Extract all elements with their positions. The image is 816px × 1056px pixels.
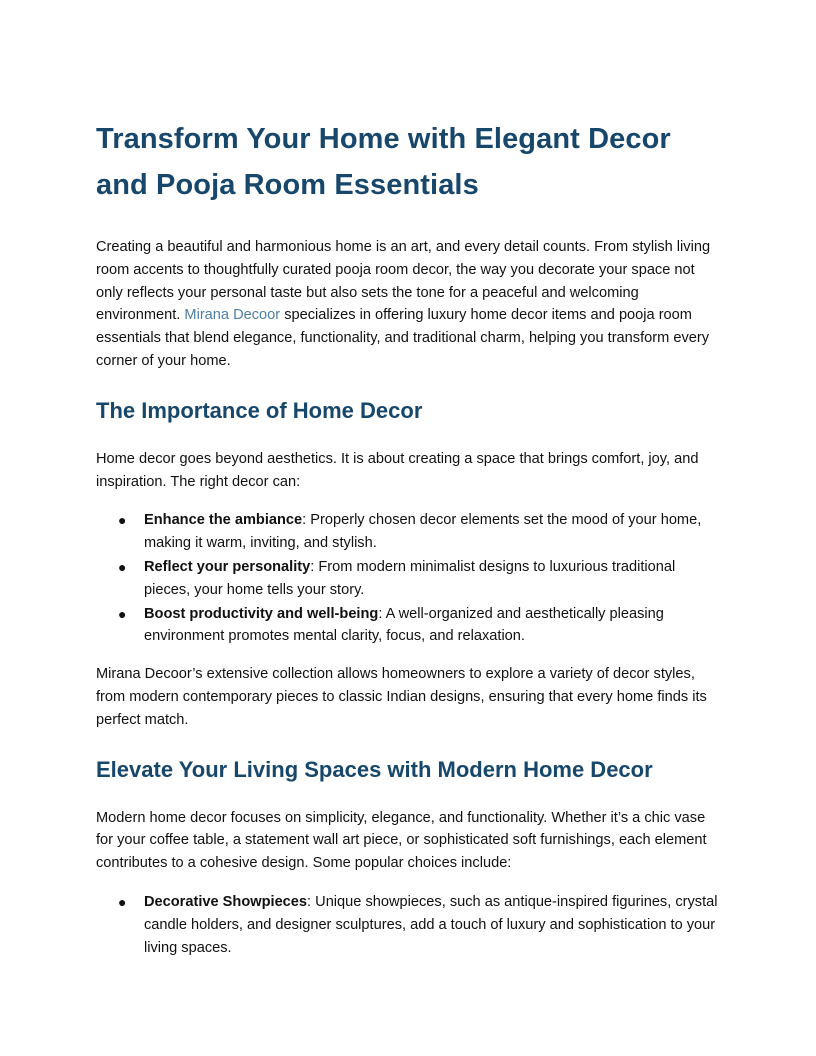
modern-decor-paragraph: Modern home decor focuses on simplicity, elegance, and functionality. Whether it’s a chic vase for your coffee table, a statement wall art piece, or sophisticated soft furnishings, each element contributes to a cohesive design. Some popular choices include: (96, 809, 707, 872)
list-item (96, 509, 720, 555)
bullet-icon: ● (118, 893, 127, 910)
section-heading-importance: The Importance of Home Decor (96, 397, 423, 423)
bullet-icon: ● (118, 558, 127, 575)
importance-paragraph: Home decor goes beyond aesthetics. It is about creating a space that brings comfort, joy, and inspiration. The right decor can: (96, 450, 699, 490)
bullet-icon: ● (118, 605, 127, 622)
collection-paragraph: Mirana Decoor’s extensive collection allows homeowners to explore a variety of decor styles, from modern contemporary pieces to classic Indian designs, ensuring that every home finds its perfect match. (96, 666, 707, 728)
list-item-text: : Unique showpieces, such as antique-inspired figurines, crystal candle holders, and designer sculptures, add a touch of luxury and sophistication to your living spaces. (144, 893, 718, 956)
list-item-text: : From modern minimalist designs to luxurious traditional pieces, your home tells your story. (144, 558, 676, 598)
list-item-lead: Boost productivity and well-being (144, 605, 379, 622)
list-item (96, 556, 720, 602)
list-item-lead: Decorative Showpieces (144, 893, 308, 910)
list-item-text: : A well-organized and aesthetically pleasing environment promotes mental clarity, focus, and relaxation. (144, 605, 664, 645)
intro-paragraph (96, 236, 720, 373)
importance-list (96, 509, 720, 648)
intro-text-before: Creating a beautiful and harmonious home is an art, and every detail counts. From stylish living room accents to thoughtfully curated pooja room decor, the way you decorate your space not only reflects your personal taste but also sets the tone for a peaceful and welcoming environment. (96, 239, 711, 324)
section-heading-modern-decor: Elevate Your Living Spaces with Modern Home Decor (96, 756, 653, 782)
bullet-icon: ● (118, 512, 127, 529)
modern-decor-list (96, 891, 720, 959)
intro-text-after: specializes in offering luxury home decor items and pooja room essentials that blend elegance, functionality, and traditional charm, helping you transform every corner of your home. (96, 307, 710, 369)
mirana-decoor-link[interactable]: Mirana Decoor (184, 307, 281, 324)
list-item-lead: Enhance the ambiance (144, 512, 303, 529)
list-item-text: : Properly chosen decor elements set the mood of your home, making it warm, inviting, and stylish. (144, 512, 702, 552)
page-title: Transform Your Home with Elegant Decor and Pooja Room Essentials (96, 123, 671, 201)
list-item (96, 603, 720, 649)
list-item (96, 891, 720, 959)
list-item-lead: Reflect your personality (144, 558, 311, 575)
